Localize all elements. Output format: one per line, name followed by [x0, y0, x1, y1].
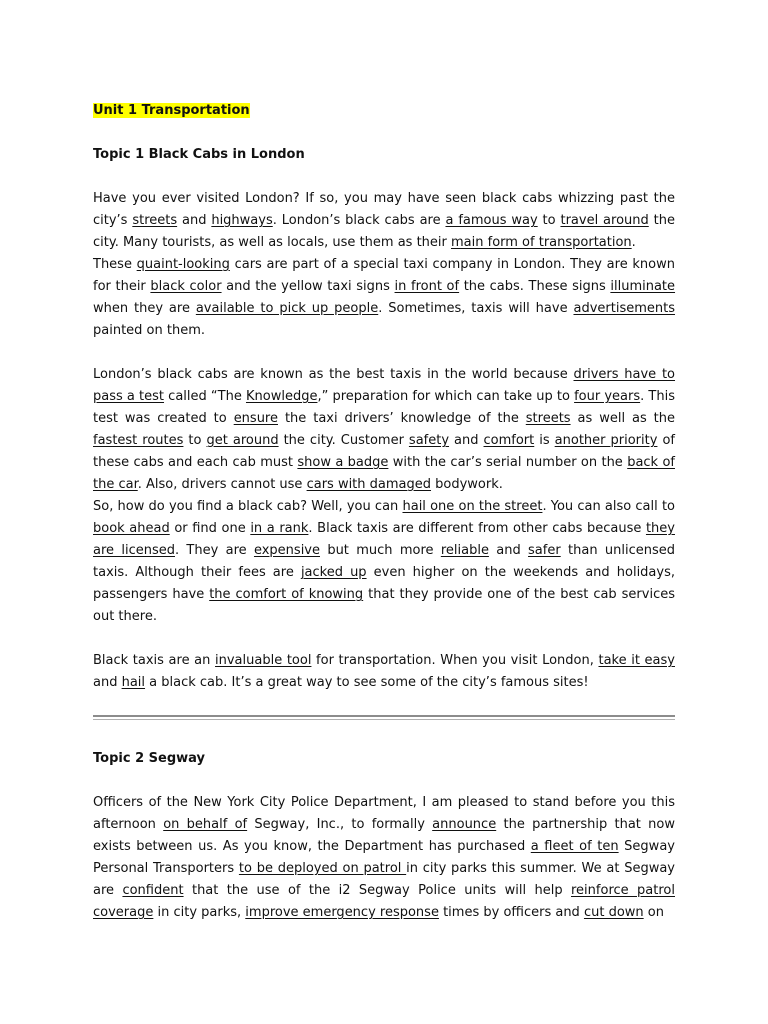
text-run: and [177, 213, 212, 228]
text-run: ,” preparation for which can take up to [317, 389, 575, 404]
underlined-phrase: improve emergency response [245, 905, 439, 920]
text-run: . This test was created to [93, 389, 675, 426]
topic1-paragraph-1 [93, 188, 675, 254]
underlined-phrase: back of the car [93, 455, 675, 492]
text-run: times by officers and [438, 905, 584, 920]
underlined-phrase: they are licensed [93, 521, 675, 558]
text-run: . Sometimes, taxis will have [378, 301, 574, 316]
unit-title-highlight: Unit 1 Transportation [93, 103, 250, 118]
underlined-phrase: streets [525, 411, 571, 426]
text-run: with the car’s serial number on the [388, 455, 628, 470]
topic1-paragraph-5 [93, 650, 675, 694]
text-run: So, how do you find a black cab? Well, you can [93, 499, 403, 514]
text-run: that the use of the i2 Segway Police units will help [183, 883, 571, 898]
document-page [93, 100, 675, 924]
underlined-phrase: a fleet of ten [530, 839, 619, 854]
underlined-phrase: a famous way [445, 213, 538, 228]
underlined-phrase: announce [432, 817, 497, 832]
paragraph-gap [93, 628, 675, 650]
text-run: the cabs. These signs [459, 279, 611, 294]
topic1-paragraph-2 [93, 254, 675, 342]
text-run: and [488, 543, 529, 558]
underlined-phrase: illuminate [610, 279, 676, 294]
text-run: Officers of the New York City Police Department, I am pleased to stand before you this afternoon [93, 795, 675, 832]
text-run: is [534, 433, 555, 448]
text-run: when they are [93, 301, 196, 316]
text-run: London’s black cabs are known as the best taxis in the world because [93, 367, 574, 382]
underlined-phrase: comfort [483, 433, 535, 448]
text-run: and the yellow taxi signs [221, 279, 395, 294]
text-run: cars are part of a special taxi company in London. They are known for their [93, 257, 675, 294]
underlined-phrase: book ahead [93, 521, 170, 536]
topic1-paragraph-3 [93, 364, 675, 496]
text-run: . They are [174, 543, 254, 558]
topic2-title: Topic 2 Segway [93, 751, 205, 766]
text-run: to [183, 433, 207, 448]
underlined-phrase: reinforce patrol coverage [93, 883, 675, 920]
text-run: than unlicensed taxis. Although their fees are [93, 543, 675, 580]
text-run: painted on them. [93, 323, 206, 338]
underlined-phrase: cut down [583, 905, 644, 920]
topic2-paragraph-1 [93, 792, 675, 924]
text-run: for transportation. When you visit London, [311, 653, 599, 668]
underlined-phrase: reliable [440, 543, 489, 558]
underlined-phrase: in front of [394, 279, 460, 294]
paragraph-gap [93, 342, 675, 364]
underlined-phrase: confident [122, 883, 184, 898]
text-run: even higher on the weekends and holidays, passengers have [93, 565, 675, 602]
unit-title [93, 100, 675, 122]
underlined-phrase: hail [121, 675, 146, 690]
underlined-phrase: safer [528, 543, 561, 558]
underlined-phrase: Knowledge [245, 389, 318, 404]
topic1-title: Topic 1 Black Cabs in London [93, 147, 305, 162]
underlined-phrase: available to pick up people [195, 301, 379, 316]
underlined-phrase: drivers have to pass a test [93, 367, 676, 404]
underlined-phrase: four years [574, 389, 641, 404]
underlined-phrase: show a badge [297, 455, 389, 470]
text-run: the city. Many tourists, as well as locals, use them as their [93, 213, 675, 250]
text-run: that they provide one of the best cab services out there. [93, 587, 675, 624]
topic1-paragraph-4 [93, 496, 675, 628]
text-run: a black cab. It’s a great way to see some of the city’s famous sites! [145, 675, 589, 690]
text-run: Segway, Inc., to formally [247, 817, 433, 832]
underlined-phrase: get around [206, 433, 279, 448]
underlined-phrase: hail one on the street [402, 499, 543, 514]
underlined-phrase: ensure [233, 411, 278, 426]
underlined-phrase: the comfort of knowing [209, 587, 364, 602]
text-run: as well as the [570, 411, 676, 426]
text-run: in city parks, [153, 905, 246, 920]
text-run: and [93, 675, 122, 690]
text-run: Have you ever visited London? If so, you may have seen black cabs whizzing past the city’s [93, 191, 675, 228]
underlined-phrase: jacked up [300, 565, 367, 580]
section-divider [93, 715, 675, 720]
underlined-phrase: to be deployed on patrol [238, 861, 407, 876]
underlined-phrase: another priority [554, 433, 658, 448]
text-run: These [93, 257, 137, 272]
text-run: on [643, 905, 664, 920]
underlined-phrase: streets [132, 213, 178, 228]
underlined-phrase: black color [150, 279, 222, 294]
underlined-phrase: cars with damaged [306, 477, 432, 492]
text-run: . Also, drivers cannot use [137, 477, 307, 492]
text-run: the city. Customer [278, 433, 409, 448]
text-run: the partnership that now exists between us. As you know, the Department has purchased [93, 817, 675, 854]
underlined-phrase: on behalf of [163, 817, 248, 832]
text-run: . Black taxis are different from other cabs because [308, 521, 646, 536]
underlined-phrase: fastest routes [93, 433, 184, 448]
text-run: bodywork. [431, 477, 503, 492]
text-run: but much more [320, 543, 441, 558]
underlined-phrase: in a rank [250, 521, 309, 536]
underlined-phrase: main form of transportation [451, 235, 632, 250]
text-run: Black taxis are an [93, 653, 216, 668]
underlined-phrase: safety [408, 433, 450, 448]
text-run: Segway Personal Transporters [93, 839, 675, 876]
text-run: in city parks this summer. We at Segway are [93, 861, 675, 898]
underlined-phrase: travel around [560, 213, 649, 228]
underlined-phrase: invaluable tool [215, 653, 312, 668]
text-run: . London’s black cabs are [272, 213, 446, 228]
underlined-phrase: advertisements [573, 301, 675, 316]
underlined-phrase: quaint-looking [136, 257, 230, 272]
underlined-phrase: highways [211, 213, 273, 228]
underlined-phrase: expensive [253, 543, 320, 558]
text-run: called “The [164, 389, 246, 404]
text-run: of these cabs and each cab must [93, 433, 675, 470]
text-run: or find one [169, 521, 251, 536]
text-run: to [537, 213, 561, 228]
text-run: . You can also call to [542, 499, 675, 514]
text-run: the taxi drivers’ knowledge of the [278, 411, 526, 426]
text-run: and [449, 433, 484, 448]
underlined-phrase: take it easy [598, 653, 675, 668]
text-run: . [631, 235, 636, 250]
